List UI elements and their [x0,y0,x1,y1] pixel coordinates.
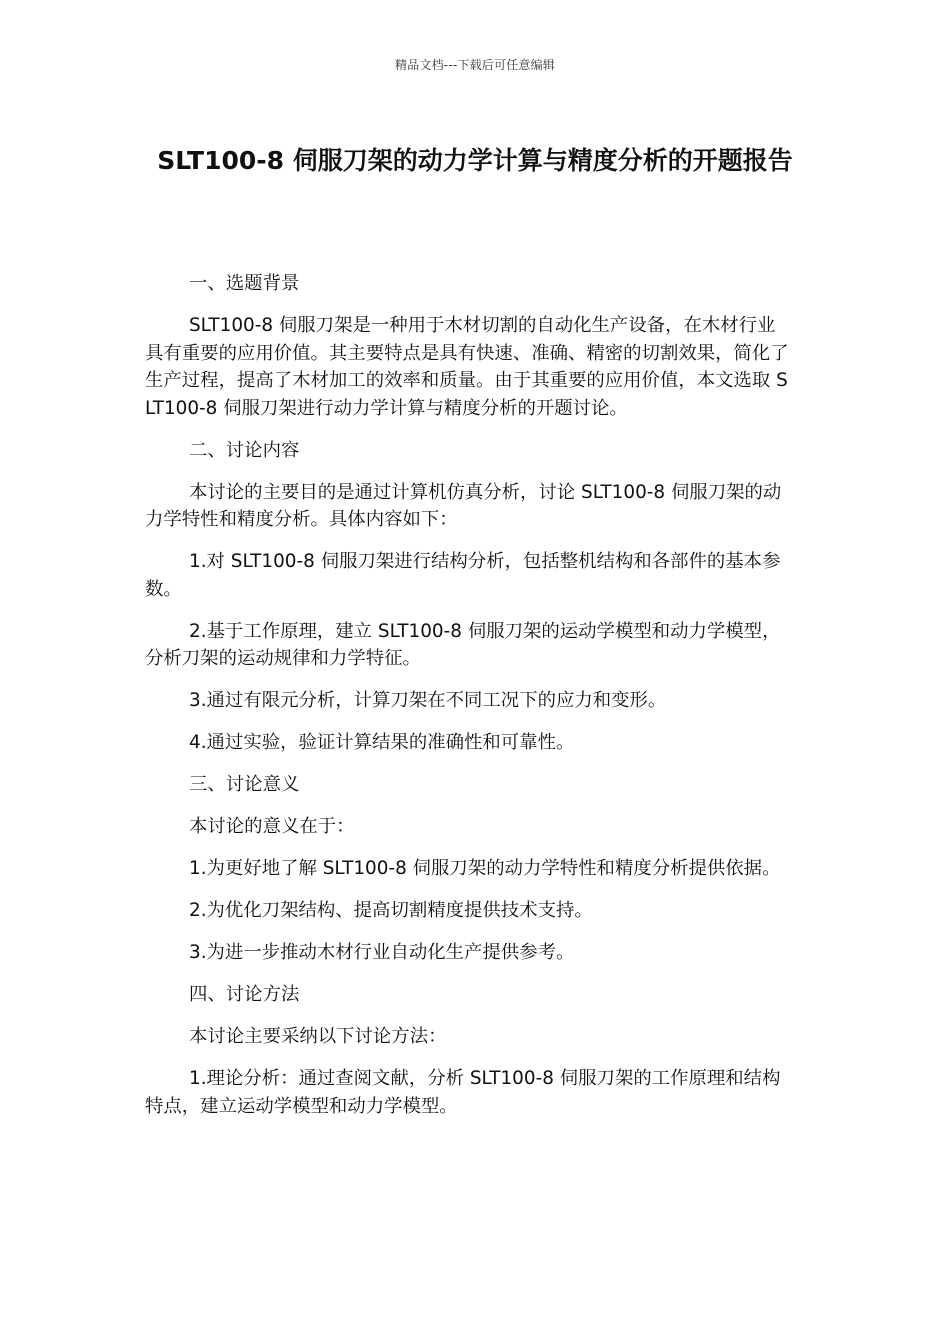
paragraph-significance-intro: 本讨论的意义在于： [189,816,355,837]
list-item-content-4: 4.通过实验，验证计算结果的准确性和可靠性。 [189,732,575,753]
section-heading-background: 一、选题背景 [189,273,300,294]
document-title: SLT100-8 伺服刀架的动力学计算与精度分析的开题报告 [157,146,793,175]
paragraph-methods-intro: 本讨论主要采纳以下讨论方法： [189,1026,447,1047]
list-item-methods-1: 1.理论分析：通过查阅文献，分析 SLT100-8 伺服刀架的工作原理和结构特点，建立运动学模型和动力学模型。 [145,1068,781,1117]
section-heading-content: 二、讨论内容 [189,439,300,461]
document-body [145,270,793,1120]
list-item-significance-1: 1.为更好地了解 SLT100-8 伺服刀架的动力学特性和精度分析提供依据。 [189,858,781,879]
paragraph-content-intro: 本讨论的主要目的是通过计算机仿真分析，讨论 SLT100-8 伺服刀架的动力学特性和精度分析。具体内容如下： [145,481,782,530]
list-item-content-3: 3.通过有限元分析，计算刀架在不同工况下的应力和变形。 [189,690,667,711]
list-item-significance-2: 2.为优化刀架结构、提高切割精度提供技术支持。 [189,900,593,921]
paragraph-background: SLT100-8 伺服刀架是一种用于木材切割的自动化生产设备，在木材行业具有重要的应用价值。其主要特点是具有快速、准确、精密的切割效果，简化了生产过程，提高了木材加工的效率和质量。由于其重要的应用价值，本文选取 SLT100-8 伺服刀架进行动力学计算与精度分析的开题讨论。 [145,315,789,419]
section-heading-methods: 四、讨论方法 [189,984,300,1005]
list-item-content-1: 1.对 SLT100-8 伺服刀架进行结构分析，包括整机结构和各部件的基本参数。 [145,551,781,600]
list-item-significance-3: 3.为进一步推动木材行业自动化生产提供参考。 [189,942,575,963]
page-header: 精品文档---下载后可任意编辑 [395,58,555,72]
section-heading-significance: 三、讨论意义 [189,774,300,795]
list-item-content-2: 2.基于工作原理，建立 SLT100-8 伺服刀架的运动学模型和动力学模型，分析刀架的运动规律和力学特征。 [145,620,781,669]
